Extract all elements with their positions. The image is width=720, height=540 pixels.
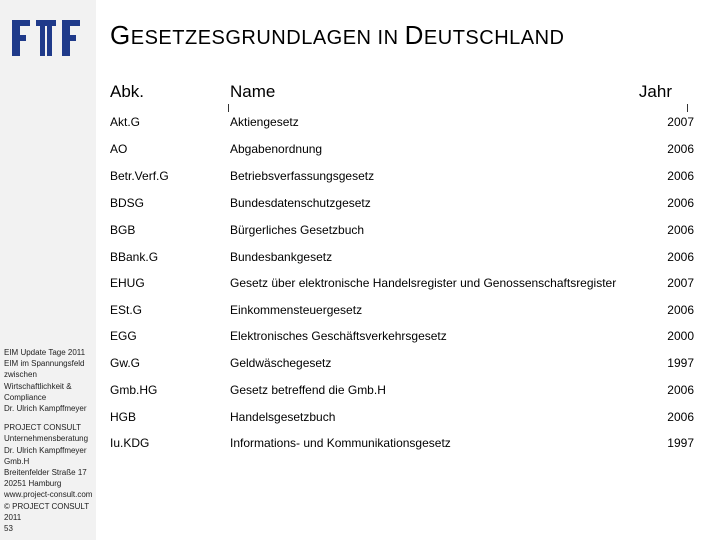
header-abk: Abk. <box>110 82 145 101</box>
table-row <box>100 410 700 436</box>
sidebar-company-line: 20251 Hamburg <box>4 479 62 489</box>
table-row <box>100 250 700 276</box>
table-row <box>100 142 700 168</box>
sidebar-event-line: EIM im Spannungsfeld <box>4 359 85 369</box>
cell-abk: Gmb.HG <box>110 383 158 397</box>
cell-jahr: 2000 <box>667 329 694 343</box>
cell-name: Informations- und Kommunikationsgesetz <box>230 436 451 450</box>
cell-name: Aktiengesetz <box>230 115 299 129</box>
cell-name: Handelsgesetzbuch <box>230 410 336 424</box>
table-row <box>100 303 700 329</box>
sidebar-company-line: 2011 <box>4 512 22 522</box>
cell-jahr: 2006 <box>667 383 694 397</box>
table-row <box>100 329 700 355</box>
sidebar-company-line: © PROJECT CONSULT <box>4 501 90 511</box>
table-row <box>100 115 700 141</box>
sidebar-footer-text <box>4 347 96 534</box>
cell-jahr: 2006 <box>667 303 694 317</box>
sidebar-event-line: Compliance <box>4 392 47 402</box>
cell-abk: Iu.KDG <box>110 436 150 450</box>
cell-name: Bundesbankgesetz <box>230 250 333 264</box>
cell-jahr: 2006 <box>667 250 694 264</box>
cell-jahr: 1997 <box>667 436 694 450</box>
cell-name: Bürgerliches Gesetzbuch <box>230 223 365 237</box>
cell-name: Einkommensteuergesetz <box>230 303 363 317</box>
cell-name: Gesetz über elektronische Handelsregister und Genossenschaftsregister <box>230 276 617 290</box>
cell-abk: ESt.G <box>110 303 143 317</box>
sidebar-event-line: Wirtschaftlichkeit & <box>4 381 72 391</box>
cell-jahr: 1997 <box>667 356 694 370</box>
cell-abk: Betr.Verf.G <box>110 169 169 183</box>
sidebar-company-line: PROJECT CONSULT <box>4 423 82 433</box>
sidebar-company-line: Gmb.H <box>4 456 30 466</box>
sidebar-company-line: 53 <box>4 524 13 534</box>
column-divider <box>228 104 229 112</box>
cell-jahr: 2006 <box>667 196 694 210</box>
sidebar-panel <box>0 0 96 540</box>
header-jahr: Jahr <box>638 82 672 101</box>
title-letter: G <box>110 20 131 50</box>
table-row <box>100 196 700 222</box>
sidebar-company-line: Breitenfelder Straße 17 <box>4 468 87 478</box>
cell-abk: BDSG <box>110 196 145 210</box>
cell-jahr: 2006 <box>667 410 694 424</box>
sidebar-company-line: Dr. Ulrich Kampffmeyer <box>4 445 87 455</box>
page-title <box>110 20 564 51</box>
column-divider <box>687 104 688 112</box>
cell-abk: EGG <box>110 329 137 343</box>
cell-name: Betriebsverfassungsgesetz <box>230 169 375 183</box>
cell-name: Abgabenordnung <box>230 142 323 156</box>
title-part: ESETZESGRUNDLAGEN IN <box>130 27 405 49</box>
sidebar-event-line: zwischen <box>4 370 37 380</box>
table-row <box>100 383 700 409</box>
cell-name: Bundesdatenschutzgesetz <box>230 196 371 210</box>
cell-name: Gesetz betreffend die Gmb.H <box>230 383 386 397</box>
cell-abk: EHUG <box>110 276 145 290</box>
sidebar-event-line: EIM Update Tage 2011 <box>4 348 86 357</box>
cell-jahr: 2007 <box>667 276 694 290</box>
cell-abk: AO <box>110 142 128 156</box>
sidebar-event-line: Dr. Ulrich Kampffmeyer <box>4 404 87 414</box>
cell-name: Geldwäschegesetz <box>230 356 332 370</box>
cell-jahr: 2007 <box>667 115 694 129</box>
cell-abk: BGB <box>110 223 136 237</box>
header-name: Name <box>230 82 276 101</box>
table-row <box>100 223 700 249</box>
table-row <box>100 169 700 195</box>
cell-abk: Gw.G <box>110 356 141 370</box>
sidebar-company-line: Unternehmensberatung <box>4 434 89 444</box>
cell-name: Elektronisches Geschäftsverkehrsgesetz <box>230 329 447 343</box>
cell-abk: HGB <box>110 410 137 424</box>
cell-jahr: 2006 <box>667 169 694 183</box>
title-letter: D <box>404 20 424 50</box>
table-row <box>100 276 700 302</box>
sidebar-company-line: www.project-consult.com <box>4 490 93 500</box>
cell-jahr: 2006 <box>667 223 694 237</box>
cell-jahr: 2006 <box>667 142 694 156</box>
cell-abk: BBank.G <box>110 250 159 264</box>
title-part: EUTSCHLAND <box>423 27 565 49</box>
cell-abk: Akt.G <box>110 115 141 129</box>
table-row <box>100 356 700 382</box>
project-consult-logo-icon <box>10 18 82 58</box>
table-row <box>100 436 700 462</box>
